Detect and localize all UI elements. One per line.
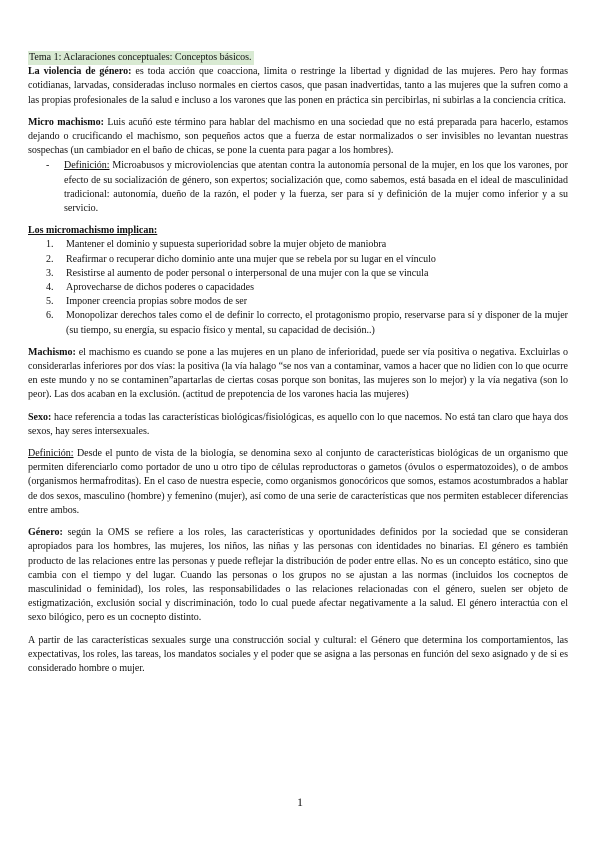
document-page: [28, 51, 568, 676]
definicion-paragraph: [28, 447, 568, 518]
micromachismo-def-label: Definición:: [64, 160, 110, 172]
definicion-text: Desde el punto de vista de la biología, se denomina sexo al conjunto de características biológicas de un organismo que permiten diferenciarlo como portador de uno u otro tipo de células reproductoras o gametos (óvulos o espermatozoides), o de ambos (organismos hermafroditas). En el caso de nuestra especie, como organismos gonocóricos que somos, estamos acostumbrados a hablar de dos sexos, masculino (hombre) y femenino (mujer), así como de una serie de características que nos permiten establecer diferencias entre ambos.: [28, 448, 568, 516]
violencia-paragraph: [28, 51, 568, 108]
list-item: 1. Mantener el dominio y supuesta superioridad sobre la mujer objeto de maniobra: [46, 239, 387, 251]
micromachismo-text: Luis acuñó este término para hablar del machismo en una sociedad que no está preparada para hacerlo, estamos dejando o crucificando el machismo, son pequeños actos que a fuerza de estar normalizados o ser invisibles no levantan nuestras sospechas (un cambiador en el baño de chicas, se pone la cuenta para pagar a los hombres).: [28, 116, 568, 157]
implican-heading: Los micromachismo implican:: [28, 225, 158, 237]
micromachismo-definition: [46, 159, 568, 216]
definicion-label: Definición:: [28, 448, 74, 460]
genero-text: según la OMS se refiere a los roles, las características y oportunidades definidos por la sociedad que se consideran apropiados para los hombres, las mujeres, los niños, las niñas y las personas con identidades no binarias. El género es también producto de las relaciones entre las personas y puede reflejar la distribución de poder entre ellas. No es un concepto estático, sino que cambia con el tiempo y del lugar. Cuando las personas o los grupos no se ajustan a las normas (incluidos los cocneptos de masculinidad o feminidad), los roles, las responsabilidades o las relaciones relacionadas con el género, suelen ser objeto de estigmatización, exclusión social y discriminación, todo lo cual puede afectar negativamente a la salud. El género interactúa con el sexo bilógico, pero es un cocnepto distinto.: [28, 527, 568, 624]
sexo-paragraph: [28, 411, 568, 439]
machismo-text: el machismo es cuando se pone a las mujeres en un plano de inferioridad, puede ser vía positiva o negativa. Excluirlas o considerarlas inferiores por dos vías: la positiva (la vía halago “se nos van a contaminar, vamos a hacer que no lidien con lo que ocurre en este mundo y no se contaminen”apartarlas de ciertas cosas porque son bonitas, las mujeres son lo mejor) y la vía negativa (son lo peor). Las dos acaban en la exclusión. (actitud de prepotencia de los varones hacia las mujeres): [28, 346, 568, 401]
list-item: 5. Imponer creencia propias sobre modos de ser: [46, 296, 248, 308]
genero-term: Género:: [28, 527, 63, 539]
closing-paragraph: A partir de las características sexuales surge una construcción social y cultural: el Género que determina los comportamientos, las expectativas, los roles, las tareas, los mandatos sociales y el poder que se asigna a las personas en función del sexo asignado y de si es considerado hombre o mujer.: [28, 634, 568, 674]
list-item: 3. Resistirse al aumento de poder personal o interpersonal de una mujer con la que se vincula: [46, 267, 429, 279]
sexo-text: hace referencia a todas las características biológicas/fisiológicas, es aquello con lo que nacemos. No está tan claro que haya dos sexos, hay seres intersexuales.: [28, 411, 568, 437]
machismo-term: Machismo:: [28, 346, 76, 358]
list-item: 6. Monopolizar derechos tales como el de definir lo correcto, el protagonismo propio, reservarse para sí y disponer de la mujer (su tiempo, su energía, su espacio físico y mental, su capacidad de decisión..): [46, 310, 568, 336]
violencia-term: La violencia de género:: [28, 66, 132, 78]
dash-marker: -: [46, 160, 50, 172]
list-item: 2. Reafirmar o recuperar dicho dominio ante una mujer que se rebela por su lugar en el vínculo: [46, 253, 436, 265]
page-number: 1: [297, 795, 303, 809]
violencia-text: es toda acción que coacciona, limita o restringe la libertad y dignidad de las mujeres. Pero hay formas cotidianas, larvadas, consideradas incluso normales en ciertos casos, que pasan inadvertidas, tanto a las mujeres que la sufren como a las propias profesionales de la salud e incluso a los varones que las ponen en práctica sin percibirlas, ni subirlas a la conciencia crítica.: [28, 66, 568, 106]
implican-list: [28, 238, 568, 337]
sexo-term: Sexo:: [28, 411, 52, 423]
micromachismo-paragraph: [28, 116, 568, 159]
micromachismo-term: Micro machismo:: [28, 116, 104, 128]
list-item: 4. Aprovecharse de dichos poderes o capacidades: [46, 282, 254, 294]
genero-paragraph: [28, 526, 568, 625]
micromachismo-def-text: Microabusos y microviolencias que atentan contra la autonomía personal de la mujer, en los que los varones, por efecto de su socialización de género, son expertos; socialización que, como sabemos, está basada en el ideal de masculinidad tradicional: autonomía, dueño de la razón, el poder y la fuerza, ser para sí y definición de la mujer como inferior y a su servicio.: [64, 160, 568, 215]
page-heading: Tema 1: Aclaraciones conceptuales: Conceptos básicos.: [28, 51, 254, 65]
machismo-paragraph: [28, 346, 568, 403]
